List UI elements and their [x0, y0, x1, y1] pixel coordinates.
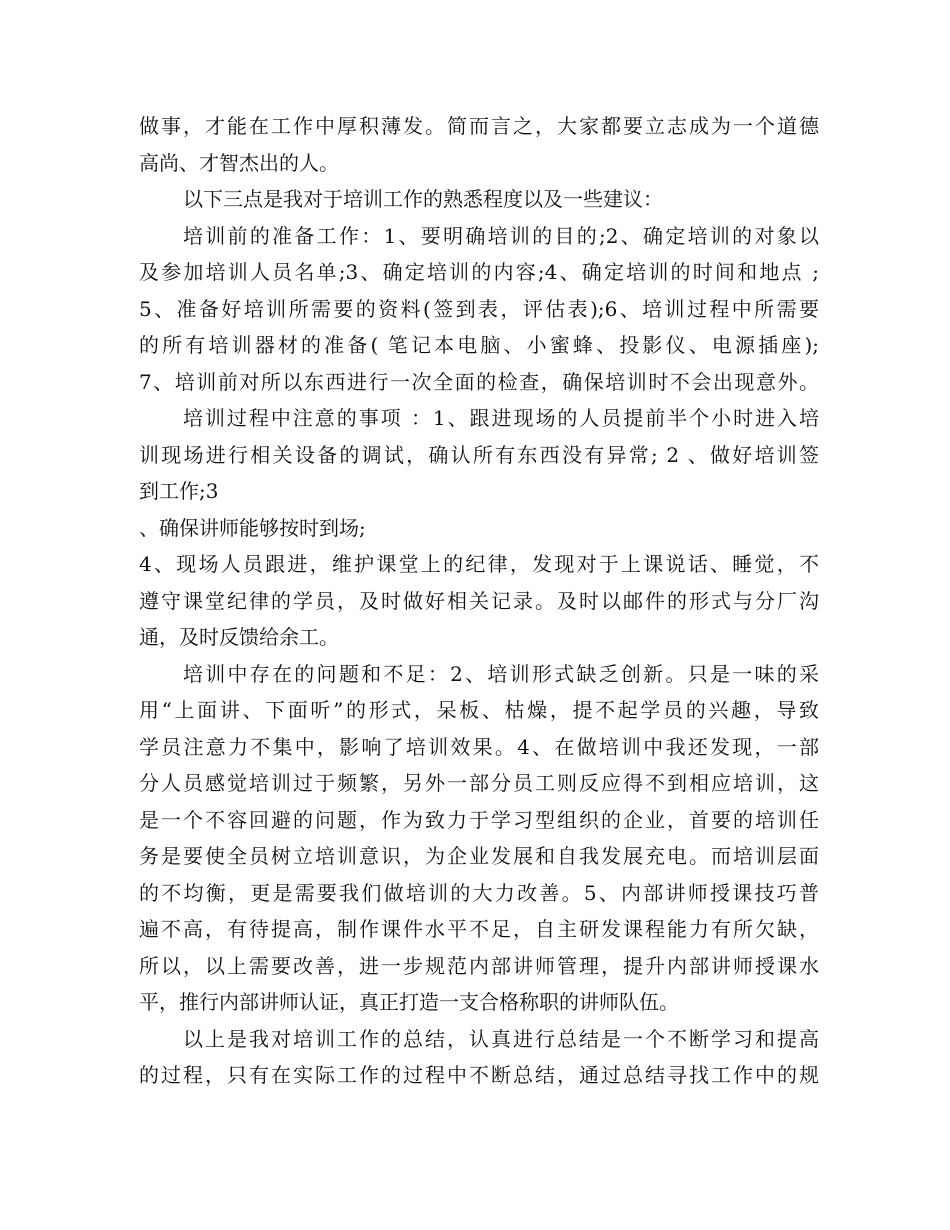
text-line: 平，推行内部讲师认证，真正打造一支合格称职的讲师队伍。: [139, 990, 679, 1014]
text-line: 4、现场人员跟进，维护课堂上的纪律，发现对于上课说话、睡觉，不: [139, 552, 819, 576]
text-line: 用“上面讲、下面听”的形式，呆板、枯燥，提不起学员的兴趣，导致: [139, 698, 819, 722]
text-line: 的所有培训器材的准备( 笔记本电脑、小蜜蜂、投影仪、电源插座);: [139, 333, 819, 357]
text-line: 学员注意力不集中，影响了培训效果。4、在做培训中我还发现，一部: [139, 734, 819, 759]
text-line: 以下三点是我对于培训工作的熟悉程度以及一些建议：: [183, 187, 663, 211]
text-line: 遵守课堂纪律的学员，及时做好相关记录。及时以邮件的形式与分厂沟: [139, 588, 819, 613]
text-line: 培训过程中注意的事项 ：1、跟进现场的人员提前半个小时进入培: [183, 406, 819, 430]
text-line: 所以，以上需要改善，进一步规范内部讲师管理，提升内部讲师授课水: [139, 953, 819, 978]
document-body: [139, 108, 819, 1094]
text-line: 培训中存在的问题和不足：2、培训形式缺乏创新。只是一味的采: [183, 661, 819, 686]
text-line: 5、准备好培训所需要的资料(签到表，评估表);6、培训过程中所需要: [139, 296, 819, 321]
text-line: 通，及时反馈给余工。: [139, 625, 339, 649]
text-line: 到工作;3: [139, 479, 219, 503]
text-line: 高尚、才智杰出的人。: [139, 150, 339, 175]
text-line: 遍不高，有待提高，制作课件水平不足，自主研发课程能力有所欠缺，: [139, 917, 819, 941]
text-line: 做事，才能在工作中厚积薄发。简而言之，大家都要立志成为一个道德: [139, 114, 819, 138]
text-line: 务是要使全员树立培训意识，为企业发展和自我发展充电。而培训层面: [139, 844, 819, 868]
text-line: 的过程，只有在实际工作的过程中不断总结，通过总结寻找工作中的规: [139, 1063, 819, 1087]
text-line: 7、培训前对所以东西进行一次全面的检查，确保培训时不会出现意外。: [139, 369, 819, 394]
text-line: 及参加培训人员名单;3、确定培训的内容;4、确定培训的时间和地点 ;: [139, 260, 819, 284]
text-line: 培训前的准备工作：1、要明确培训的目的;2、确定培训的对象以: [183, 223, 819, 248]
text-line: 训现场进行相关设备的调试，确认所有东西没有异常; 2 、做好培训签: [139, 442, 819, 467]
text-line: 、确保讲师能够按时到场;: [139, 515, 366, 540]
text-line: 以上是我对培训工作的总结，认真进行总结是一个不断学习和提高: [183, 1026, 819, 1051]
text-line: 是一个不容回避的问题，作为致力于学习型组织的企业，首要的培训任: [139, 807, 819, 832]
text-line: 的不均衡，更是需要我们做培训的大力改善。5、内部讲师授课技巧普: [139, 880, 819, 905]
text-line: 分人员感觉培训过于频繁，另外一部分员工则反应得不到相应培训，这: [139, 771, 819, 795]
